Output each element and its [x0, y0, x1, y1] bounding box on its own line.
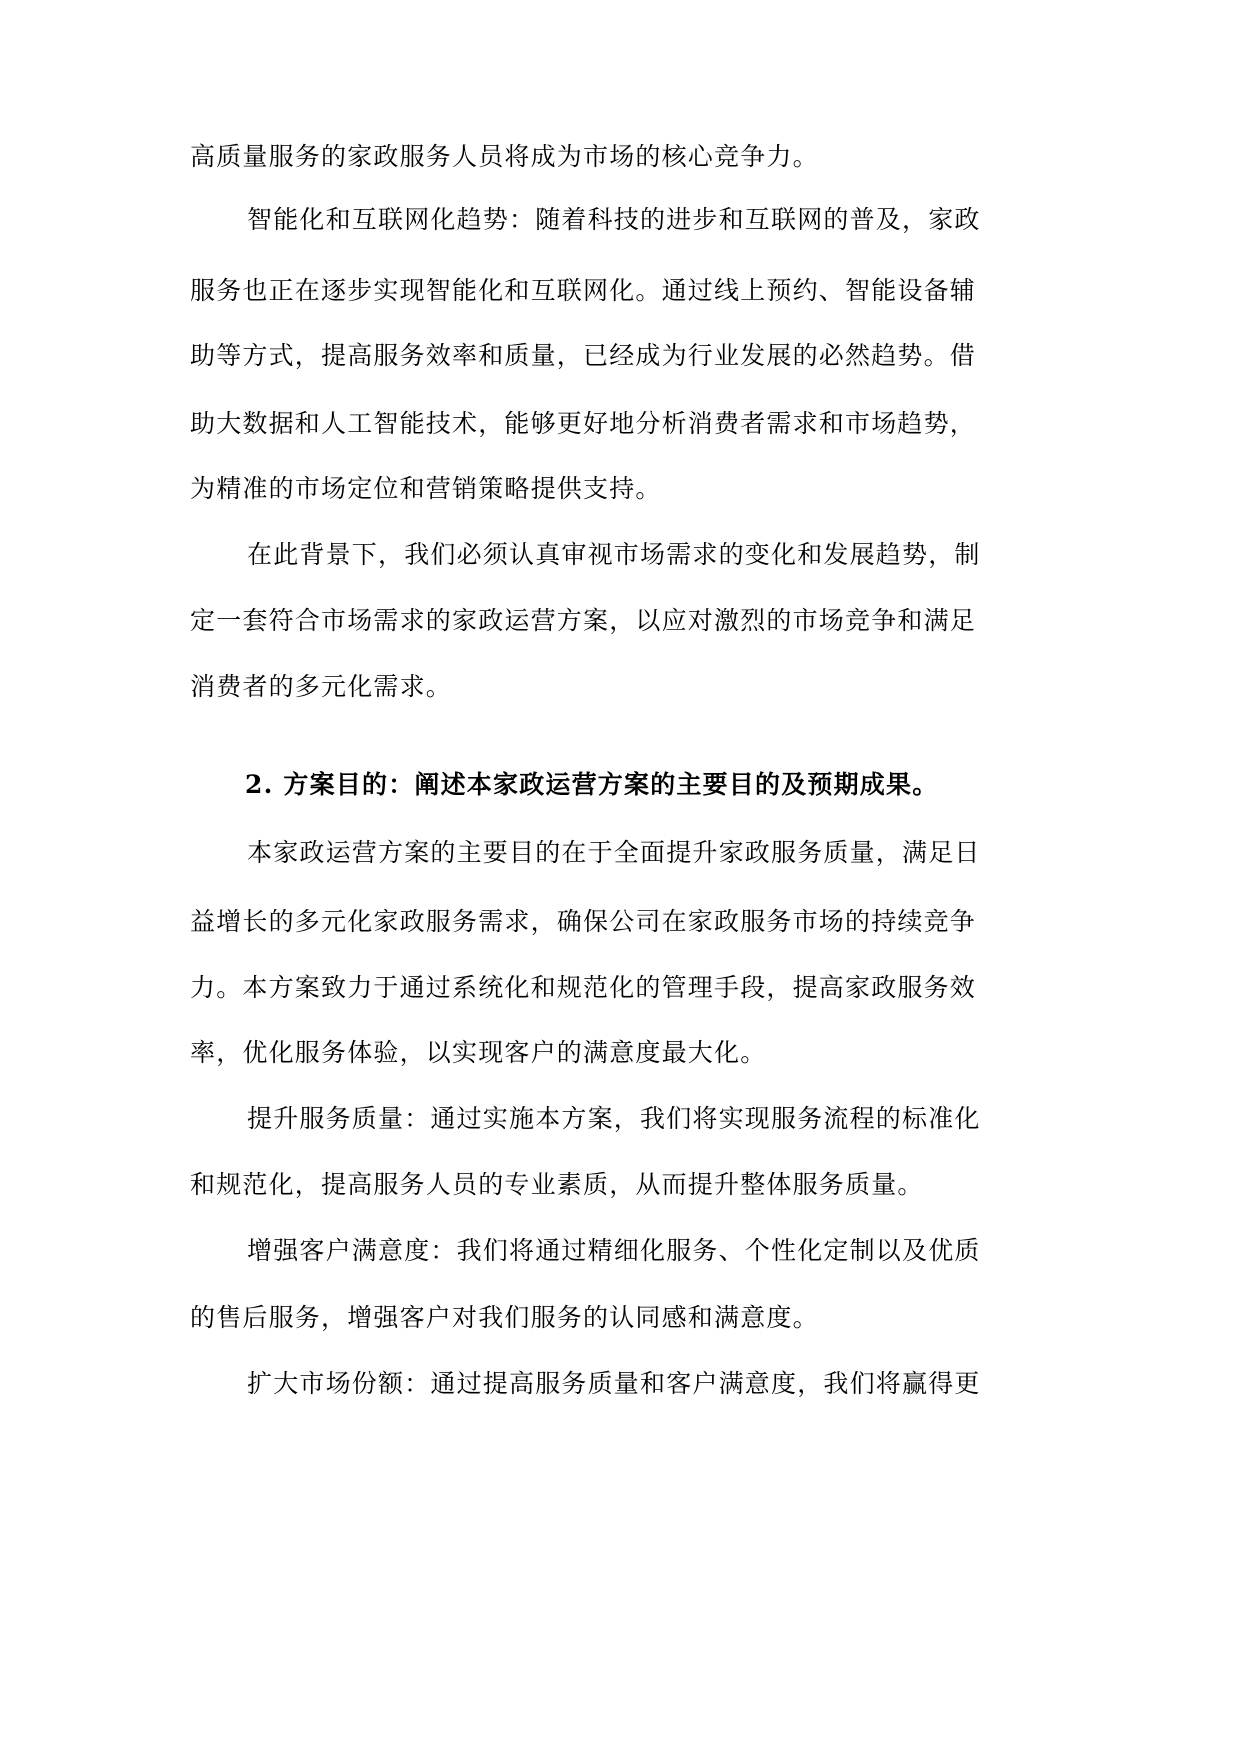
paragraph-line: 扩大市场份额：通过提高服务质量和客户满意度，我们将赢得更 [247, 1369, 981, 1398]
paragraph-line: 定一套符合市场需求的家政运营方案，以应对激烈的市场竞争和满足 [190, 606, 977, 635]
paragraph-line: 助大数据和人工智能技术，能够更好地分析消费者需求和市场趋势， [190, 409, 977, 438]
paragraph-line: 消费者的多元化需求。 [190, 672, 453, 701]
paragraph-line: 为精准的市场定位和营销策略提供支持。 [190, 474, 662, 503]
paragraph-line: 智能化和互联网化趋势：随着科技的进步和互联网的普及，家政 [247, 205, 981, 234]
section-heading: 2. 方案目的：阐述本家政运营方案的主要目的及预期成果。 [245, 770, 939, 799]
paragraph-line: 助等方式，提高服务效率和质量，已经成为行业发展的必然趋势。借 [190, 341, 977, 370]
paragraph-line: 率，优化服务体验，以实现客户的满意度最大化。 [190, 1038, 767, 1067]
paragraph-line: 高质量服务的家政服务人员将成为市场的核心竞争力。 [190, 142, 819, 171]
paragraph-line: 力。本方案致力于通过系统化和规范化的管理手段，提高家政服务效 [190, 973, 977, 1002]
paragraph-line: 在此背景下，我们必须认真审视市场需求的变化和发展趋势，制 [247, 540, 981, 569]
paragraph-line: 本家政运营方案的主要目的在于全面提升家政服务质量，满足日 [247, 838, 981, 867]
paragraph-line: 提升服务质量：通过实施本方案，我们将实现服务流程的标准化 [247, 1104, 981, 1133]
paragraph-line: 增强客户满意度：我们将通过精细化服务、个性化定制以及优质 [247, 1236, 981, 1265]
paragraph-line: 益增长的多元化家政服务需求，确保公司在家政服务市场的持续竞争 [190, 907, 977, 936]
paragraph-line: 服务也正在逐步实现智能化和互联网化。通过线上预约、智能设备辅 [190, 276, 977, 305]
paragraph-line: 和规范化，提高服务人员的专业素质，从而提升整体服务质量。 [190, 1170, 924, 1199]
paragraph-line: 的售后服务，增强客户对我们服务的认同感和满意度。 [190, 1303, 819, 1332]
